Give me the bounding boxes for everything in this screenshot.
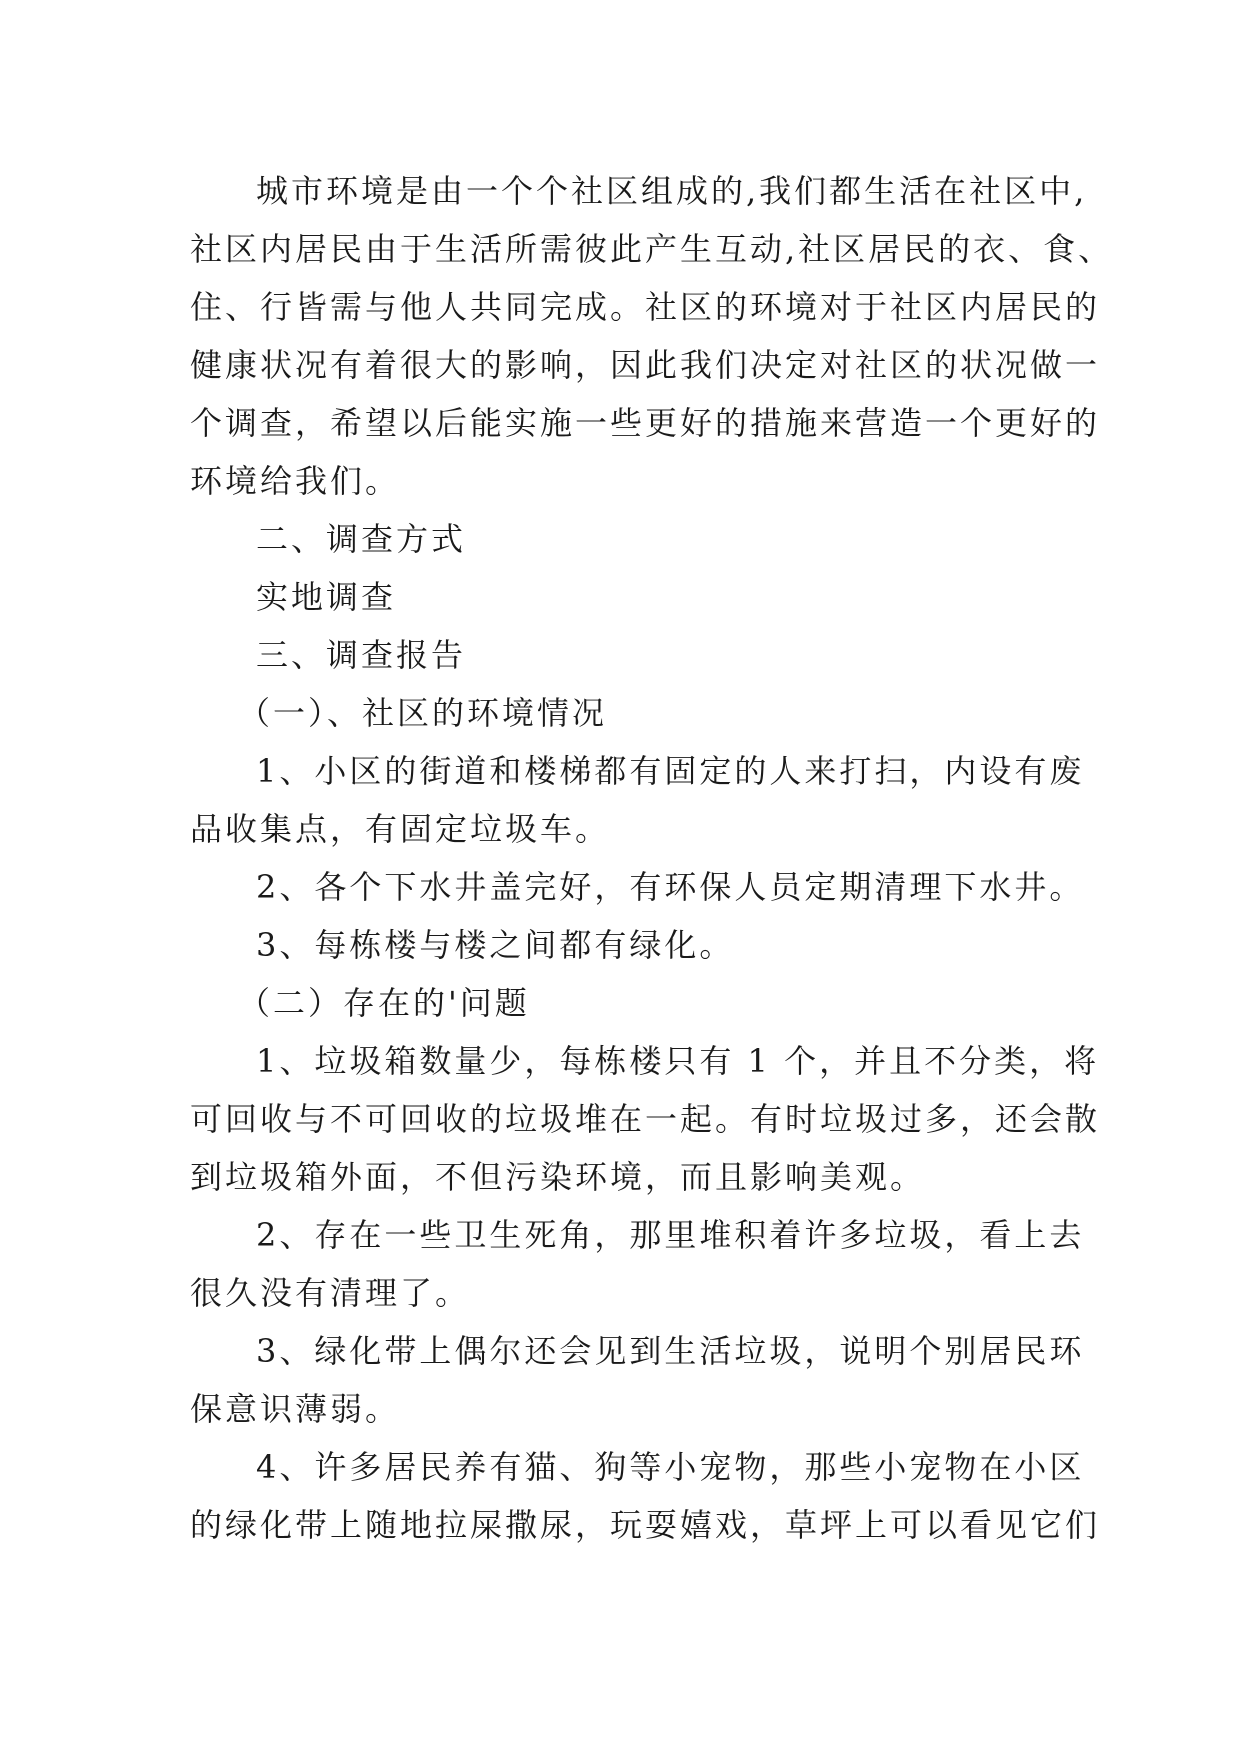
intro-line: 社区内居民由于生活所需彼此产生互动,社区居民的衣、食、 (190, 230, 1114, 268)
problem-item-2: 2、存在一些卫生死角，那里堆积着许多垃圾，看上去 很久没有清理了。 (190, 1216, 1085, 1312)
section-heading-method: 二、调查方式 (256, 520, 467, 558)
intro-line: 环境给我们。 (190, 462, 401, 500)
intro-line: 住、行皆需与他人共同完成。社区的环境对于社区内居民的 (190, 288, 1101, 326)
environment-item-1: 1、小区的街道和楼梯都有固定的人来打扫，内设有废 品收集点，有固定垃圾车。 (190, 752, 1085, 848)
problem-item-3: 3、绿化带上偶尔还会见到生活垃圾，说明个别居民环 保意识薄弱。 (190, 1332, 1085, 1428)
section-body-method: 实地调查 (256, 578, 397, 616)
section-heading-report: 三、调查报告 (256, 636, 467, 674)
intro-line: 个调查，希望以后能实施一些更好的措施来营造一个更好的 (190, 404, 1101, 442)
problem-item-1: 1、垃圾箱数量少，每栋楼只有 1 个，并且不分类，将 可回收与不可回收的垃圾堆在一起。有时垃圾过多，还会散 到垃圾箱外面，不但污染环境，而且影响美观。 (190, 1042, 1101, 1196)
intro-paragraph (190, 162, 1114, 510)
intro-line: 城市环境是由一个个社区组成的,我们都生活在社区中, (256, 172, 1088, 210)
environment-item-2: 2、各个下水井盖完好，有环保人员定期清理下水井。 (256, 868, 1085, 906)
document-page (190, 162, 1114, 1554)
problem-item-4: 4、许多居民养有猫、狗等小宠物，那些小宠物在小区 的绿化带上随地拉屎撒尿，玩耍嬉戏，草坪上可以看见它们 (190, 1448, 1101, 1544)
intro-line: 健康状况有着很大的影响，因此我们决定对社区的状况做一 (190, 346, 1101, 384)
subsection-heading-environment: （一）、社区的环境情况 (238, 694, 608, 732)
subsection-heading-problems: （二）存在的'问题 (238, 984, 530, 1022)
environment-item-3: 3、每栋楼与楼之间都有绿化。 (256, 926, 735, 964)
